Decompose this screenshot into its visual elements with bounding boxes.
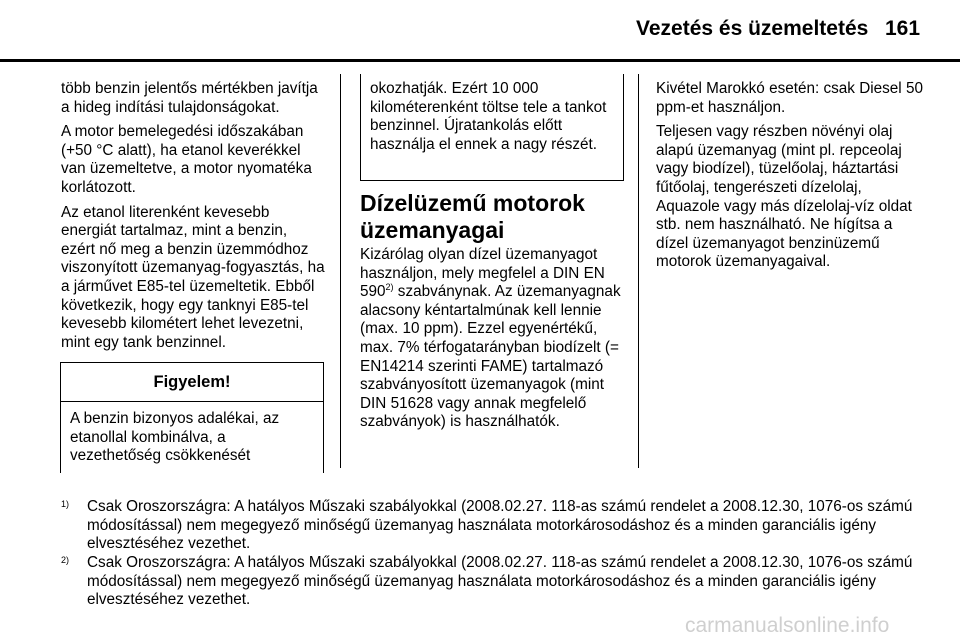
page-header — [0, 0, 960, 60]
section-heading: Dízelüzemű motorok üzemanyagai — [360, 190, 585, 243]
column-divider-2 — [638, 74, 639, 468]
column-1 — [61, 80, 325, 358]
paragraph: Kivétel Marokkó esetén: csak Diesel 50 ppm-et használjon. — [656, 80, 923, 116]
paragraph-text: Kizárólag olyan dízel üzemanyagot használjon, mely megfelel a DIN EN 590 — [360, 246, 605, 301]
diesel-fuel-paragraph — [360, 246, 626, 432]
paragraph: Az etanol literenként kevesebb energiát tartalmaz, mint a benzin, ezért nő meg a benzin üzemmódhoz viszonyított üzemanyag-fogyasztás, ha a járművet E85-tel üzemeltetik. Ebből következik, hogy egy tanknyi E85-tel kevesebb kilométert lehet levezetni, mint egy tank benzinnel. — [61, 203, 325, 351]
paragraph: Teljesen vagy részben növényi olaj alapú üzemanyag (mint pl. repceolaj vagy biodízel), tüzelőolaj, háztartási fűtőolaj, tengerészeti dízelolaj, Aquazole vagy más dízelolaj-víz oldat stb. nem használható. Ne hígítsa a dízel üzemanyagot benzinüzemű motorok üzemanyagaival. — [656, 123, 912, 271]
footnote — [61, 498, 931, 554]
warning-text-continued: okozhatják. Ezért 10 000 kilométerenként töltse tele a tankot benzinnel. Újratankolás előtt használja el ennek a nagy részét. — [370, 80, 607, 153]
footnote-mark: 2) — [61, 555, 70, 565]
header-rule — [0, 59, 960, 62]
footnote-text: Csak Oroszországra: A hatályos Műszaki szabályokkal (2008.02.27. 118-as számú rendelet a 2008.12.30, 1076-os számú módosítással) nem megegyező minőségű üzemanyag használata motorkárosodáshoz és a minden garanciális igény elvesztéséhez vezethet. — [87, 498, 913, 553]
warning-box-continued — [360, 74, 624, 181]
page-number: 161 — [885, 17, 921, 40]
paragraph-text: szabványnak. Az üzemanyagnak alacsony kéntartalmúnak kell lennie (max. 10 ppm). Ezzel egyenértékű, max. 7% térfogatarányban biodízelt (= EN14214 szerinti FAME) tartalmazó szabványosított üzemanyagok (mint DIN 51628 vagy annak megfelelő szabványok) is használhatók. — [360, 283, 621, 431]
footnote — [61, 554, 931, 610]
footnote-mark: 1) — [61, 499, 70, 509]
warning-box — [60, 362, 324, 473]
paragraph: több benzin jelentős mértékben javítja a hideg indítási tulajdonságokat. — [61, 80, 318, 116]
running-title: Vezetés és üzemeltetés — [636, 17, 869, 40]
warning-text: A benzin bizonyos adalékai, az etanollal kombinálva, a vezethetőség csökkenését — [70, 410, 280, 465]
watermark: carmanualsonline.info — [685, 614, 890, 637]
warning-title: Figyelem! — [61, 363, 323, 402]
paragraph: A motor bemelegedési időszakában (+50 °C alatt), ha etanol keverékkel van üzemeltetve, a motor nyomatéka korlátozott. — [61, 123, 312, 196]
footnote-text: Csak Oroszországra: A hatályos Műszaki szabályokkal (2008.02.27. 118-as számú rendelet a 2008.12.30, 1076-os számú módosítással) nem megegyező minőségű üzemanyag használata motorkárosodáshoz és a minden garanciális igény elvesztéséhez vezethet. — [87, 554, 913, 609]
column-3 — [656, 80, 924, 278]
column-divider-1 — [340, 74, 341, 468]
footnote-reference[interactable]: 2) — [385, 282, 394, 293]
